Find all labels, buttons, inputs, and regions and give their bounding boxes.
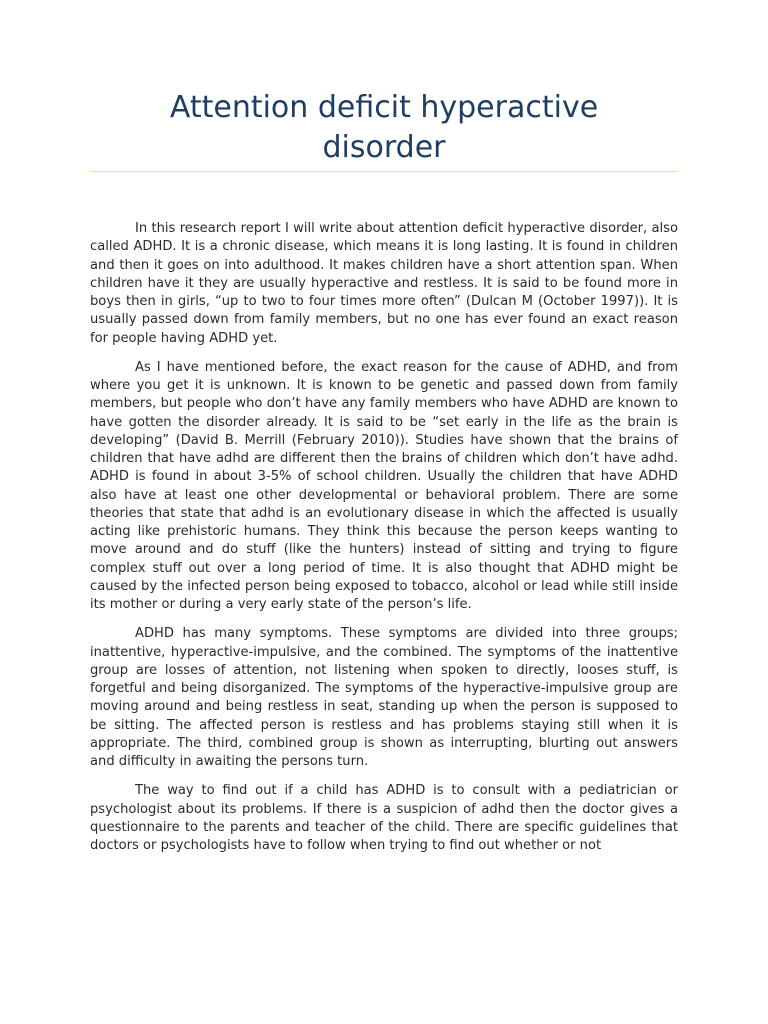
paragraph-3: ADHD has many symptoms. These symptoms are divided into three groups; inattentive, hyperactive-impulsive, and the combined. The symptoms of the inattentive group are losses of attention, not listening when spoken to directly, looses stuff, is forgetful and being disorganized. The symptoms of the hyperactive-impulsive group are moving around and being restless in seat, standing up when the person is supposed to be sitting. The affected person is restless and has problems staying still when it is appropriate. The third, combined group is shown as interrupting, blurting out answers and difficulty in awaiting the persons turn. — [90, 626, 678, 769]
title-line-1: Attention deficit hyperactive — [169, 90, 599, 125]
title-line-2: disorder — [322, 130, 446, 165]
paragraph-1: In this research report I will write about attention deficit hyperactive disorder, also called ADHD. It is a chronic disease, which means it is long lasting. It is found in children and then it goes on into adulthood. It makes children have a short attention span. When children have it they are usually hyperactive and restless. It is said to be found more in boys then in girls, “up to two to four times more often” (Dulcan M (October 1997)). It is usually passed down from family members, but no one has ever found an exact reason for people having ADHD yet. — [90, 221, 678, 346]
document-body — [90, 220, 678, 866]
paragraph-4: The way to find out if a child has ADHD is to consult with a pediatrician or psychologist about its problems. If there is a suspicion of adhd then the doctor gives a questionnaire to the parents and teacher of the child. There are specific guidelines that doctors or psychologists have to follow when trying to find out whether or not — [90, 783, 678, 853]
document-title — [90, 88, 678, 168]
paragraph-2: As I have mentioned before, the exact reason for the cause of ADHD, and from where you get it is unknown. It is known to be genetic and passed down from family members, but people who don’t have any family members who have ADHD are known to have gotten the disorder already. It is said to be “set early in the life as the brain is developing” (David B. Merrill (February 2010)). Studies have shown that the brains of children that have adhd are different then the brains of children which don’t have adhd. ADHD is found in about 3-5% of school children. Usually the children that have ADHD also have at least one other developmental or behavioral problem. There are some theories that state that adhd is an evolutionary disease in which the affected is usually acting like prehistoric humans. They think this because the person keeps wanting to move around and do stuff (like the hunters) instead of sitting and trying to figure complex stuff out over a long period of time. It is also thought that ADHD might be caused by the infected person being exposed to tobacco, alcohol or lead while still inside its mother or during a very early state of the person’s life. — [90, 359, 678, 612]
title-divider — [90, 171, 678, 172]
